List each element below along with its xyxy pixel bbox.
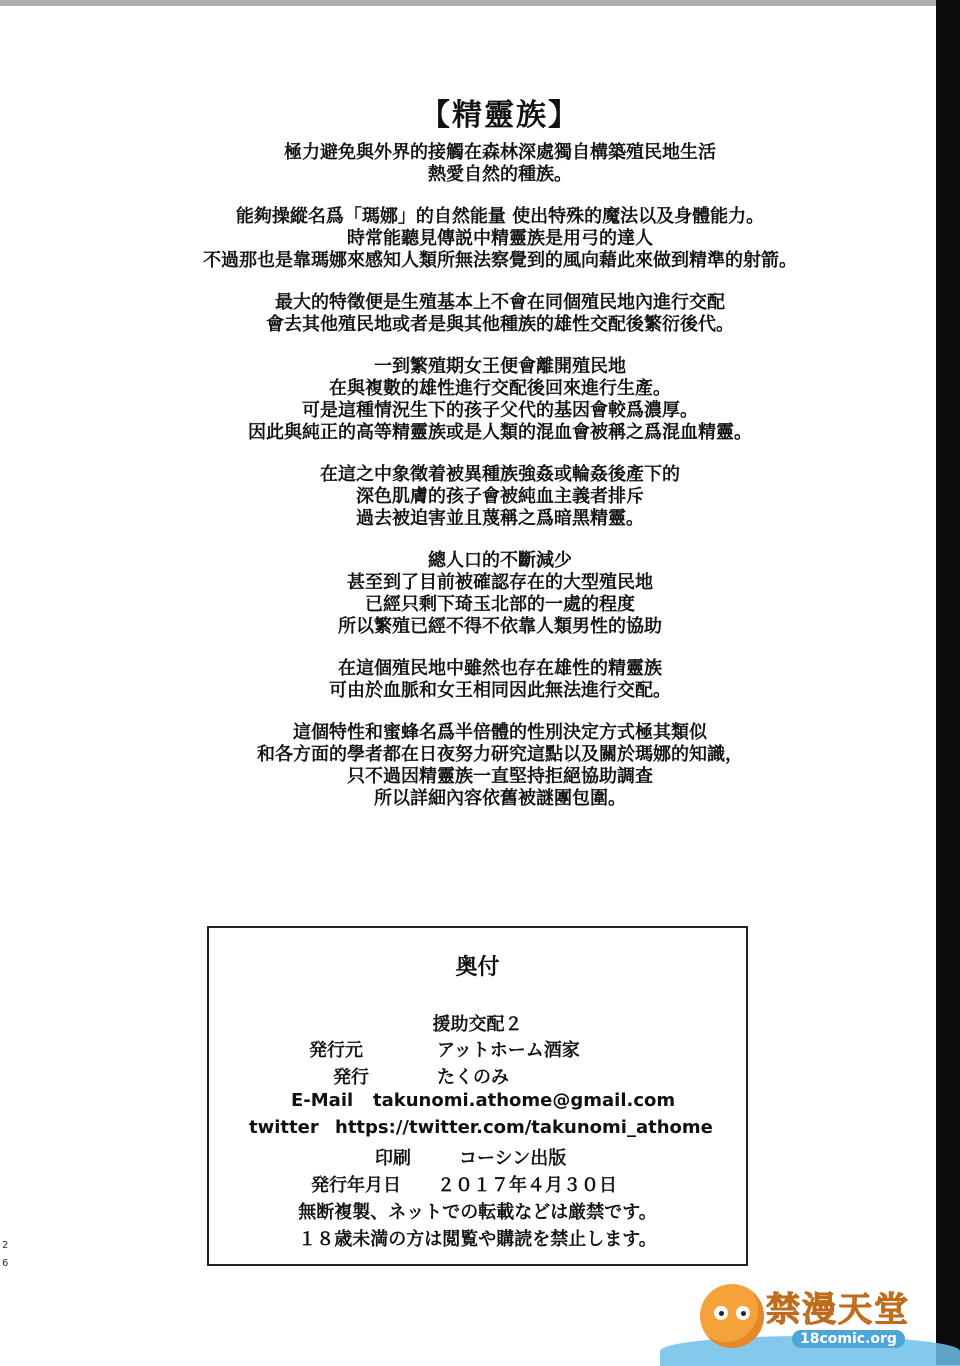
article-line: 所以詳細內容依舊被謎團包圍。 [374,788,626,809]
article-paragraph [140,550,860,638]
article-line: 甚至到了目前被確認存在的大型殖民地 [347,572,653,593]
article-line: 最大的特徵便是生殖基本上不會在同個殖民地內進行交配 [275,292,725,313]
article-body [140,142,860,810]
mascot-icon [700,1284,764,1348]
email-link: takunomi.athome@gmail.com [373,1090,676,1111]
article-paragraph [140,206,860,272]
article-paragraph [140,464,860,530]
article-line: 會去其他殖民地或者是與其他種族的雄性交配後繁衍後代。 [266,314,734,335]
colophon-label: E-Mail [291,1090,354,1111]
watermark-brand: 禁漫天堂 [766,1290,910,1330]
colophon-value: たくのみ [437,1067,509,1088]
colophon-label: 印刷 [375,1148,411,1169]
colophon-label: twitter [249,1117,319,1138]
article-line: 能夠操縱名爲「瑪娜」的自然能量 使出特殊的魔法以及身體能力。 [235,206,765,227]
article-title: 【精靈族】 [420,98,580,133]
page-number-bottom: 6 [2,1258,9,1269]
colophon-box [207,926,748,1266]
page-number-top: 2 [2,1240,9,1251]
top-edge-shadow [0,0,960,6]
watermark-logo [700,1280,930,1360]
article-paragraph [140,658,860,702]
article-line: 熱愛自然的種族。 [428,164,572,185]
colophon-label: 発行年月日 [311,1175,401,1196]
article [140,96,860,830]
copyright-notice: 無断複製、ネットでの転載などは厳禁です。 [298,1202,657,1223]
article-line: 可由於血脈和女王相同因此無法進行交配。 [329,680,671,701]
article-line: 深色肌膚的孩子會被純血主義者排斥 [356,486,644,507]
article-line: 已經只剩下琦玉北部的一處的程度 [365,594,635,615]
article-line: 過去被迫害並且蔑稱之爲暗黑精靈。 [356,508,644,529]
article-line: 只不過因精靈族一直堅持拒絕協助調查 [347,766,653,787]
age-notice: １８歳未満の方は閲覧や購読を禁止します。 [298,1229,657,1250]
watermark-url: 18comic.org [792,1330,905,1348]
article-paragraph [140,356,860,444]
article-line: 所以繁殖已經不得不依靠人類男性的協助 [338,616,662,637]
right-edge-bar [936,0,960,1365]
twitter-link: https://twitter.com/takunomi_athome [335,1117,713,1138]
article-line: 在這個殖民地中雖然也存在雄性的精靈族 [338,658,662,679]
article-paragraph [140,142,860,186]
colophon-label: 発行 [333,1067,369,1088]
colophon-label: 発行元 [309,1040,363,1061]
article-line: 時常能聽見傳説中精靈族是用弓的達人 [347,228,653,249]
article-line: 因此與純正的高等精靈族或是人類的混血會被稱之爲混血精靈。 [248,422,752,443]
article-line: 可是這種情況生下的孩子父代的基因會較爲濃厚。 [302,400,698,421]
article-line: 和各方面的學者都在日夜努力研究這點以及關於瑪娜的知識， [257,744,743,765]
colophon-value: アットホーム酒家 [437,1040,580,1061]
article-line: 極力避免與外界的接觸在森林深處獨自構築殖民地生活 [284,142,716,163]
colophon-title: 奥付 [455,955,500,980]
article-line: 總人口的不斷減少 [428,550,572,571]
article-line: 這個特性和蜜蜂名爲半倍體的性別決定方式極其類似 [293,722,707,743]
article-paragraph [140,292,860,336]
article-line: 在這之中象徵着被異種族強姦或輪姦後產下的 [320,464,680,485]
colophon-value: コーシン出版 [459,1148,567,1169]
colophon-value: ２０１７年４月３０日 [437,1175,617,1196]
article-line: 在與複數的雄性進行交配後回來進行生產。 [329,378,671,399]
article-line: 不過那也是靠瑪娜來感知人類所無法察覺到的風向藉此來做到精準的射箭。 [203,250,797,271]
article-paragraph [140,722,860,810]
book-title: 援助交配２ [432,1014,523,1035]
article-line: 一到繁殖期女王便會離開殖民地 [374,356,626,377]
